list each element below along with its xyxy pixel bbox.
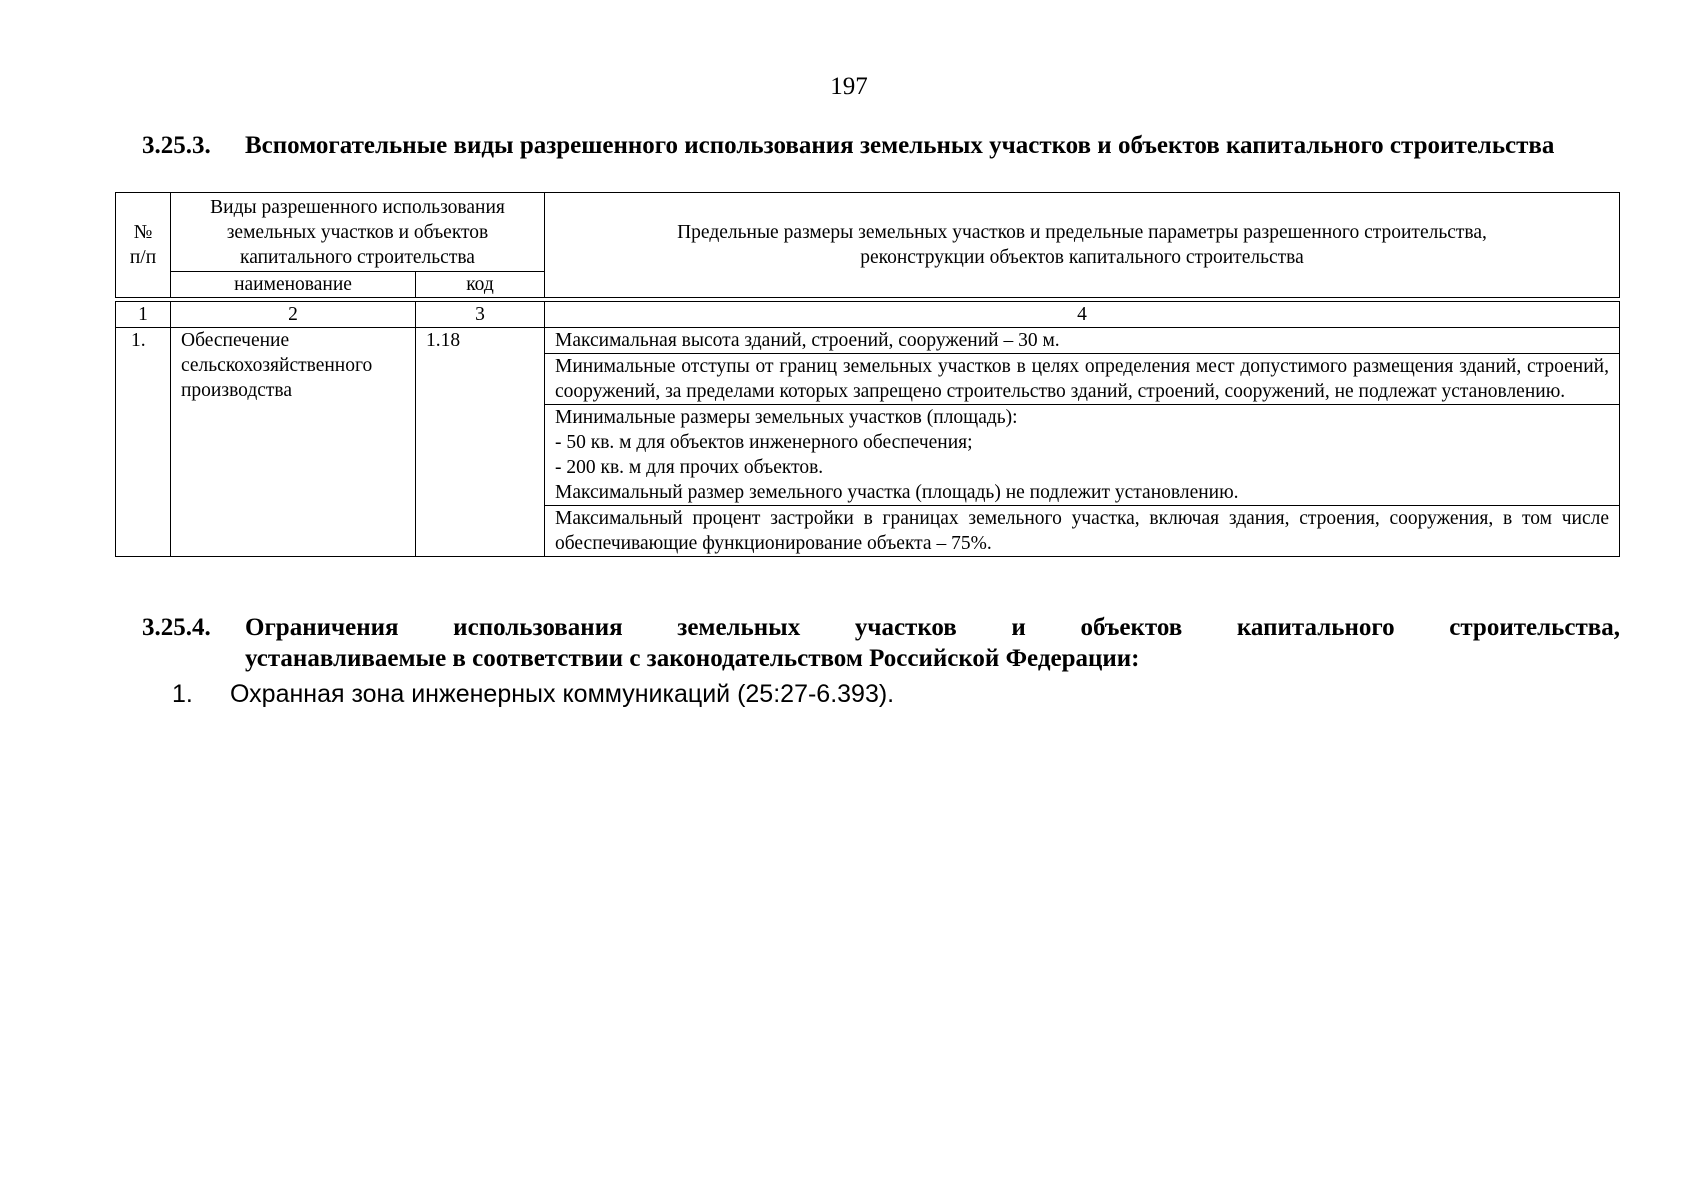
- table-body: [115, 301, 1620, 557]
- header-cell-use-types: [171, 193, 545, 272]
- param-min-setbacks: Минимальные отступы от границ земельных участков в целях определения мест допустимого размещения зданий, строений, сооружений, за пределами которых запрещено строительство зданий, строений, сооружений, не подлежат установлению.: [545, 354, 1620, 405]
- section-heading-restrictions: [142, 612, 1620, 674]
- row-use-name-line-3: производства: [181, 380, 293, 401]
- param-max-height: Максимальная высота зданий, строений, сооружений – 30 м.: [545, 328, 1620, 354]
- param-plot-sizes-line-3: - 200 кв. м для прочих объектов.: [555, 457, 824, 478]
- row-number: 1.: [116, 328, 171, 557]
- param-plot-sizes-line-4: Максимальный размер земельного участка (площадь) не подлежит установлению.: [555, 482, 1239, 503]
- row-use-name-line-2: сельскохозяйственного: [181, 355, 373, 376]
- row-use-name-line-1: Обеспечение: [181, 330, 290, 351]
- list-item-text: Охранная зона инженерных коммуникаций (25:27-6.393).: [230, 680, 895, 708]
- section-number: 3.25.4.: [142, 614, 211, 641]
- header-cell-code: код: [416, 272, 545, 298]
- index-cell-3: 3: [416, 302, 545, 328]
- header-parameters-line-1: Предельные размеры земельных участков и предельные параметры разрешенного строительства,: [677, 222, 1487, 243]
- header-cell-parameters: [545, 193, 1620, 298]
- index-row: [116, 302, 1620, 328]
- section-title-line-2: устанавливаемые в соответствии с законодательством Российской Федерации:: [245, 645, 1140, 672]
- header-number-line-1: №: [133, 222, 153, 243]
- index-cell-2: 2: [171, 302, 416, 328]
- header-number-line-2: п/п: [129, 247, 157, 268]
- section-number: 3.25.3.: [142, 132, 211, 159]
- section-title: Вспомогательные виды разрешенного использования земельных участков и объектов капитального строительства: [245, 132, 1555, 159]
- header-parameters-line-2: реконструкции объектов капитального строительства: [860, 247, 1304, 268]
- table-header: [115, 192, 1620, 298]
- param-max-coverage: Максимальный процент застройки в границах земельного участка, включая здания, строения, сооружения, в том числе обеспечивающие функционирование объекта – 75%.: [545, 506, 1620, 557]
- table-row: [116, 328, 1620, 354]
- header-use-types-line-3: капитального строительства: [240, 246, 475, 268]
- header-use-types-line-2: земельных участков и объектов: [226, 221, 489, 243]
- header-use-types-line-1: Виды разрешенного использования: [210, 196, 505, 218]
- list-item: [172, 678, 894, 710]
- page-number: 197: [830, 73, 868, 100]
- row-use-code: 1.18: [416, 328, 545, 557]
- header-cell-number: [116, 193, 171, 298]
- index-cell-4: 4: [545, 302, 1620, 328]
- section-heading-auxiliary-uses: [142, 130, 1620, 161]
- header-cell-name: наименование: [171, 272, 416, 298]
- section-title-line-1: Ограничения использования земельных участков и объектов капитального строительства,: [245, 614, 1620, 641]
- param-plot-sizes: [545, 405, 1620, 506]
- param-plot-sizes-line-2: - 50 кв. м для объектов инженерного обеспечения;: [555, 432, 973, 453]
- list-item-number: 1.: [172, 680, 193, 708]
- row-use-name: [171, 328, 416, 557]
- index-cell-1: 1: [116, 302, 171, 328]
- param-plot-sizes-line-1: Минимальные размеры земельных участков (площадь):: [555, 407, 1018, 428]
